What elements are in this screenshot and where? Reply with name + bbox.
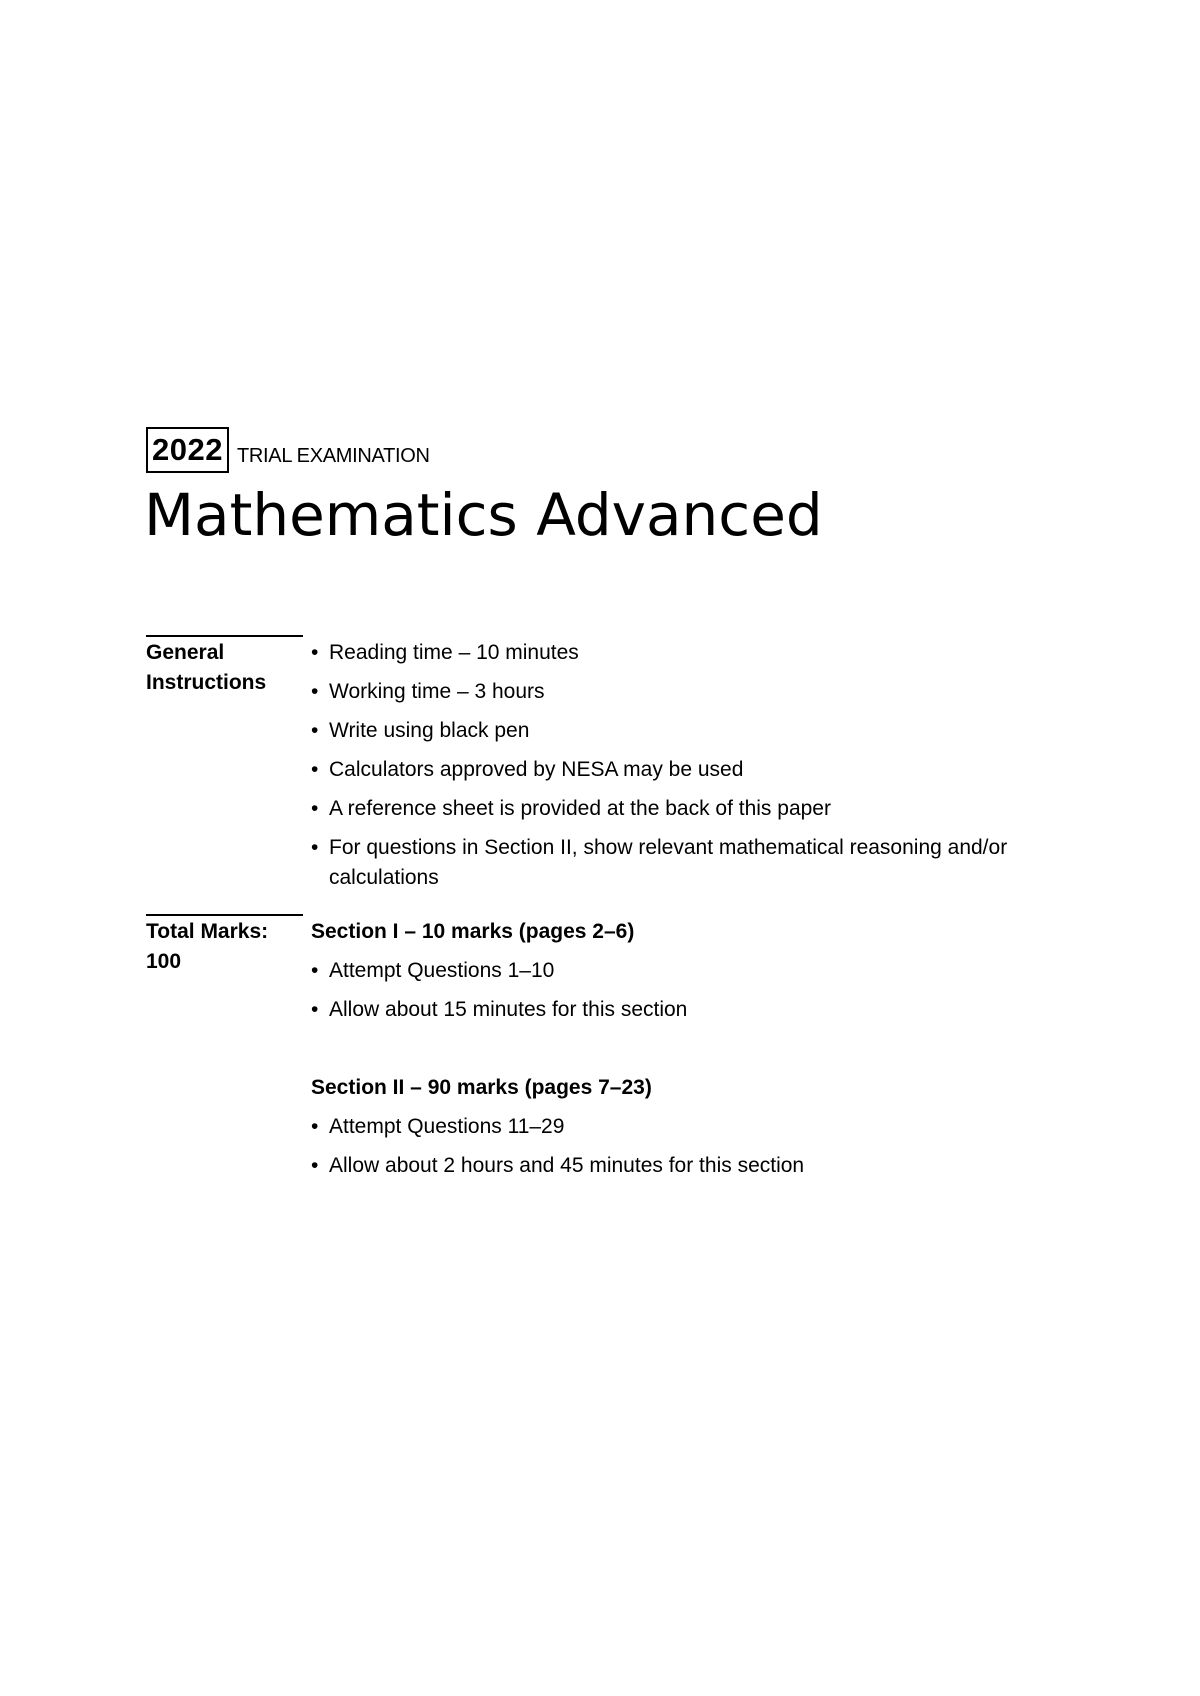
total-marks-label [146,917,268,977]
bullet-icon: • [311,719,319,742]
total-marks-label-line1: Total Marks: [146,920,269,943]
instruction-item [311,833,1049,893]
instruction-text: Calculators approved by NESA may be used [329,758,744,781]
section-item-text: Attempt Questions 11–29 [329,1115,565,1138]
bullet-icon: • [311,758,319,781]
bullet-icon: • [311,641,319,664]
year-box: 2022 [146,427,229,473]
general-instructions-list-container [311,638,1049,902]
section-item [311,1151,1049,1181]
section-two-block [311,1073,1049,1190]
general-instructions-label-line1: General [146,641,225,664]
instruction-item [311,638,1049,668]
section-item-text: Allow about 15 minutes for this section [329,998,688,1021]
bullet-icon: • [311,680,319,703]
instruction-text: Working time – 3 hours [329,680,545,703]
instruction-text: For questions in Section II, show relevant mathematical reasoning and/or calculations [329,836,1008,889]
bullet-icon: • [311,1115,319,1138]
exam-header [146,427,430,473]
instruction-text: Reading time – 10 minutes [329,641,579,664]
section-item [311,995,1049,1025]
general-instructions-label [146,638,266,698]
section-item-text: Allow about 2 hours and 45 minutes for this section [329,1154,805,1177]
instruction-item [311,716,1049,746]
instruction-item [311,755,1049,785]
instruction-text: Write using black pen [329,719,530,742]
general-instructions-label-line2: Instructions [146,671,267,694]
page-title: Mathematics Advanced [144,481,823,549]
instruction-text: A reference sheet is provided at the back of this paper [329,797,831,820]
bullet-icon: • [311,959,319,982]
section-one-list [311,956,1049,1025]
section-item [311,1112,1049,1142]
total-marks-rule [146,914,303,916]
bullet-icon: • [311,797,319,820]
bullet-icon: • [311,998,319,1021]
bullet-icon: • [311,836,319,859]
instruction-item [311,794,1049,824]
section-item-text: Attempt Questions 1–10 [329,959,555,982]
section-two-list [311,1112,1049,1181]
general-instructions-rule [146,635,303,637]
section-one-block [311,917,1049,1034]
section-item [311,956,1049,986]
exam-type-label: TRIAL EXAMINATION [236,445,430,467]
instruction-item [311,677,1049,707]
section-one-heading: Section I – 10 marks (pages 2–6) [311,920,635,943]
section-two-heading: Section II – 90 marks (pages 7–23) [311,1076,652,1099]
total-marks-value: 100 [146,950,182,973]
general-instructions-list [311,638,1049,893]
bullet-icon: • [311,1154,319,1177]
